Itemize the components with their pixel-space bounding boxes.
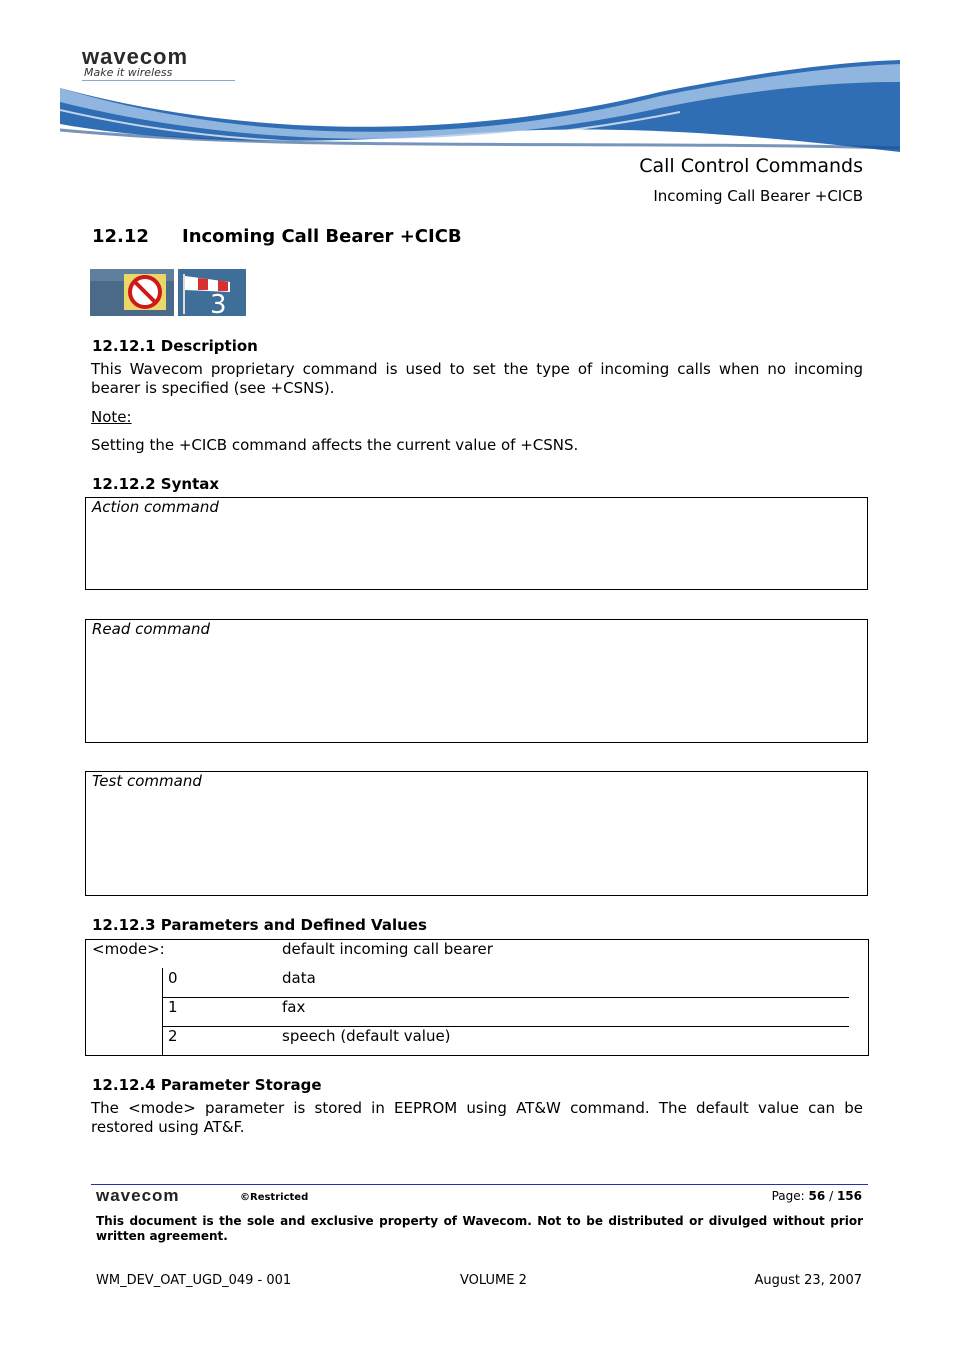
logo-tagline: Make it wireless — [84, 66, 173, 79]
table-row-separator — [162, 1026, 849, 1027]
note-label: Note: — [91, 408, 132, 426]
wavecom-logo: wavecom — [82, 44, 189, 69]
param-value: 0 — [168, 969, 178, 987]
storage-heading: 12.12.4 Parameter Storage — [92, 1076, 322, 1094]
section-subtitle: Incoming Call Bearer +CICB — [653, 187, 863, 205]
footer-rule — [91, 1184, 868, 1185]
read-command-caption: Read command — [92, 620, 211, 638]
syntax-heading: 12.12.2 Syntax — [92, 475, 220, 493]
document-reference: WM_DEV_OAT_UGD_049 - 001 — [96, 1273, 292, 1288]
page-current: 56 — [808, 1189, 826, 1203]
test-command-caption: Test command — [92, 772, 202, 790]
param-name: <mode>: — [92, 940, 165, 958]
pin-not-required-icon — [90, 269, 174, 316]
param-value: 2 — [168, 1027, 178, 1045]
restricted-label: ©Restricted — [240, 1192, 309, 1203]
table-divider — [162, 968, 163, 1055]
storage-text: The <mode> parameter is stored in EEPROM using AT&W command. The default value can be restored using AT&F. — [91, 1099, 863, 1136]
param-meaning: data — [282, 969, 316, 987]
section-title: Incoming Call Bearer +CICB — [182, 226, 462, 247]
param-meaning: fax — [282, 998, 306, 1016]
description-text: This Wavecom proprietary command is used to set the type of incoming calls when no incoming bearer is specified (see +CSNS). — [91, 360, 863, 397]
parameters-heading: 12.12.3 Parameters and Defined Values — [92, 916, 427, 934]
command-status-icons — [90, 268, 250, 322]
section-heading — [92, 226, 462, 247]
header-swoosh-graphic — [60, 52, 900, 156]
page-total: 156 — [836, 1189, 862, 1203]
param-meaning: speech (default value) — [282, 1027, 451, 1045]
footer-wavecom-logo: wavecom — [96, 1186, 180, 1205]
description-heading: 12.12.1 Description — [92, 337, 258, 355]
action-command-box — [85, 497, 868, 590]
table-row-separator — [162, 997, 849, 998]
note-text: Setting the +CICB command affects the current value of +CSNS. — [91, 436, 579, 454]
page-indicator — [772, 1189, 862, 1203]
page-label: Page: — [771, 1189, 805, 1203]
volume-label: VOLUME 2 — [460, 1273, 527, 1288]
read-command-box — [85, 619, 868, 743]
page-separator: / — [829, 1189, 834, 1203]
property-notice: This document is the sole and exclusive property of Wavecom. Not to be distributed or divulged without prior written agreement. — [96, 1214, 863, 1243]
action-command-caption: Action command — [92, 498, 219, 516]
document-date: August 23, 2007 — [754, 1273, 862, 1288]
test-command-box — [85, 771, 868, 896]
section-number: 12.12 — [92, 226, 149, 247]
param-description: default incoming call bearer — [282, 940, 493, 958]
badge-number: 3 — [210, 290, 227, 318]
param-value: 1 — [168, 998, 178, 1016]
chapter-title: Call Control Commands — [639, 155, 863, 177]
parameters-table — [85, 939, 869, 1056]
